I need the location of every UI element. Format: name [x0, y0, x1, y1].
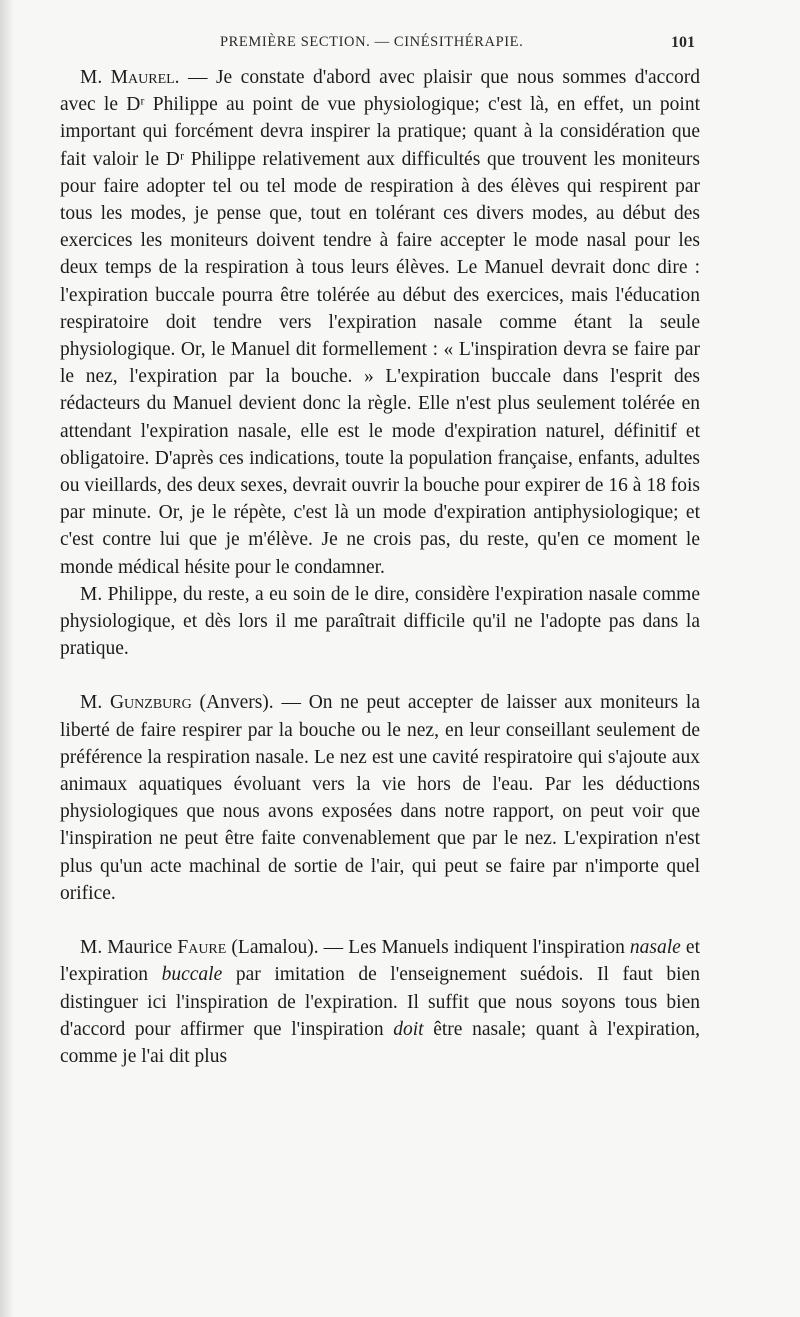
paragraph-text: et l'expiration: [60, 937, 701, 986]
page-header: [60, 34, 695, 56]
speaker-name: Faure: [177, 937, 227, 959]
emphasis-nasale: nasale: [629, 937, 681, 959]
paragraph-gunzburg: [60, 689, 700, 907]
paragraph-faure: [60, 934, 700, 1070]
paragraph-text: M. Philippe, du reste, a eu soin de le dire, considère l'expiration nasale comme physiologique, et dès lors il me paraîtrait difficile qu'il ne l'adopte pas dans la pratique.: [60, 583, 700, 660]
paragraph-text: — Les Manuels indiquent l'inspiration: [318, 937, 630, 959]
paragraph-text: — On ne peut accepter de laisser aux moniteurs la liberté de faire respirer par la bouche ou le nez, en leur conseillant seulement de préférence la respiration nasale. Le nez est une cavité respiratoire qui s'ajoute aux animaux aquatiques évoluant vers la vie hors de l'eau. Par les déductions physiologiques que nous avons exposées dans notre rapport, on peut voir que l'inspiration ne peut être faite convenablement que par le nez. L'expiration n'est plus qu'un acte machinal de sortie de l'air, qui peut se faire par n'importe quel orifice.: [60, 692, 701, 904]
page-number: 101: [671, 34, 695, 51]
page-gutter-shadow: [0, 0, 14, 1317]
paragraph-text: — Je constate d'abord avec plaisir que nous sommes d'accord avec le Dʳ Philippe au point de vue physiologique; c'est là, en effet, un point important qui forcément devra inspirer la pratique; quant à la considération que fait valoir le Dʳ Philippe relativement aux difficultés que trouvent les moniteurs pour faire adopter tel ou tel mode de respiration à des élèves qui respirent par tous les modes, je pense que, tout en tolérant ces divers modes, au début des exercices les moniteurs doivent tendre à faire accepter le mode nasal pour les deux temps de la respiration à tous leurs élèves. Le Manuel devrait donc dire : l'expiration buccale pourra être tolérée au début des exercices, mais l'éducation respiratoire doit tendre vers l'expiration nasale comme étant la seule physiologique. Or, le Manuel dit formellement : « L'inspiration devra se faire par le nez, l'expiration par la bouche. » L'expiration buccale dans l'esprit des rédacteurs du Manuel devient donc la règle. Elle n'est plus seulement tolérée en attendant l'expiration nasale, elle est le mode d'expiration naturel, définitif et obligatoire. D'après ces indications, toute la population française, enfants, adultes ou vieillards, des deux sexes, devrait ouvrir la bouche pour expirer de 16 à 18 fois par minute. Or, je le répète, c'est là un mode d'expiration antiphysiologique; et c'est contre lui que je m'élève. Je ne crois pas, du reste, qu'en ce moment le monde médical hésite pour le condamner.: [60, 67, 700, 578]
paragraph-text: être nasale; quant à l'expiration, comme je l'ai dit plus: [60, 1018, 700, 1067]
emphasis-buccale: buccale: [161, 964, 223, 986]
paragraph-maurel: [60, 64, 700, 581]
paragraph-philippe: [60, 581, 700, 663]
speaker-name: M. Gunzburg: [80, 692, 192, 714]
speaker-name: M. Maurel.: [80, 67, 180, 88]
paragraph-text: par imitation de l'enseignement suédois. Il faut bien distinguer ici l'inspiration de l'expiration. Il suffit que nous soyons tous bien d'accord pour affirmer que l'inspiration: [60, 964, 700, 1040]
running-head: PREMIÈRE SECTION. — CINÉSITHÉRAPIE.: [220, 34, 524, 50]
speaker-prefix: M. Maurice: [80, 937, 178, 959]
speaker-affiliation: (Anvers).: [191, 692, 274, 714]
speaker-affiliation: (Lamalou).: [226, 937, 319, 959]
emphasis-doit: doit: [393, 1018, 424, 1040]
body-text: [60, 64, 700, 1070]
